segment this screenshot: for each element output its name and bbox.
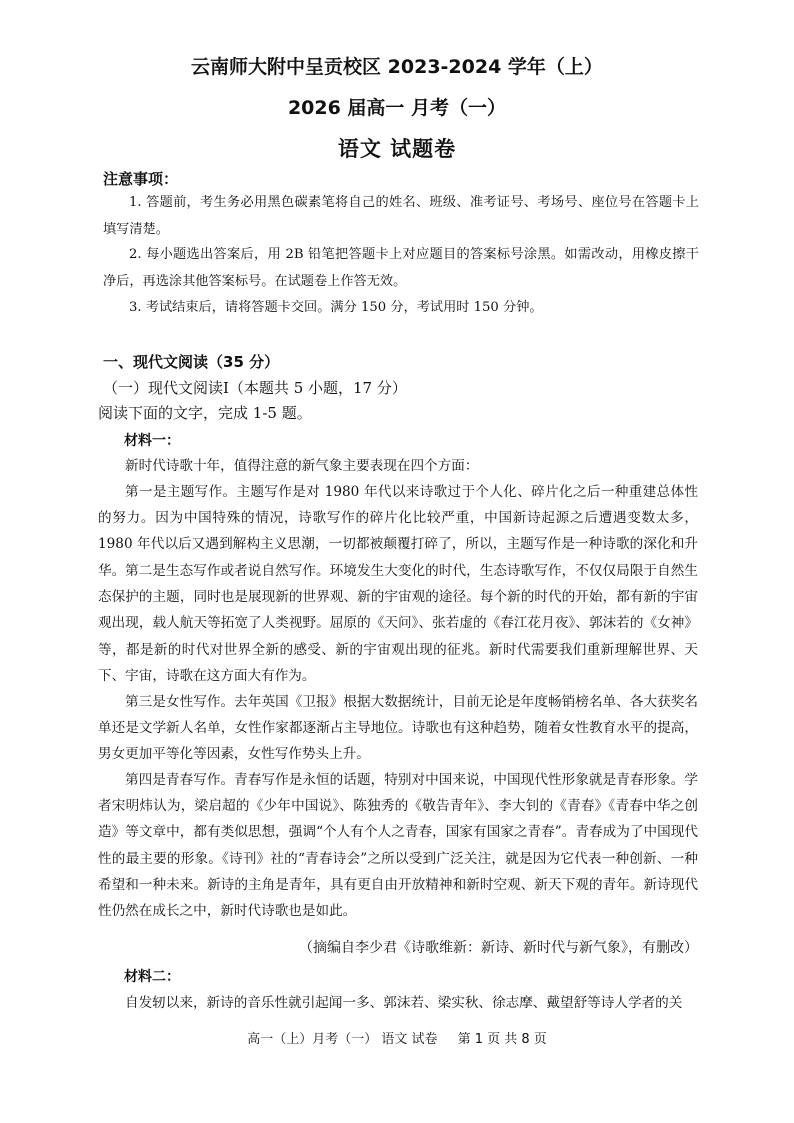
notice-item-3: 3. 考试结束后，请将答题卡交回。满分 150 分，考试用时 150 分钟。: [129, 300, 543, 315]
material-2-label: 材料二：: [124, 969, 180, 985]
paragraph: 第三是女性写作。去年英国《卫报》根据大数据统计，目前无论是年度畅销榜名单、各大获奖名单还是文学新人名单，女性作家都逐渐占主导地位。诗歌也有这种趋势，随着女性教育水平的提高，男女更加平等化等因素，女性写作势头上升。: [98, 694, 698, 763]
paragraph: 新时代诗歌十年，值得注意的新气象主要表现在四个方面：: [125, 458, 479, 474]
page-footer: [0, 1028, 794, 1047]
notice-item-1: 1. 答题前，考生务必用黑色碳素笔将自己的姓名、班级、准考证号、考场号、座位号在答题卡上填写清楚。: [103, 195, 699, 237]
reading-instruction: 阅读下面的文字，完成 1-5 题。: [98, 404, 312, 422]
paragraph: 自发轫以来，新诗的音乐性就引起闻一多、郭沫若、梁实秋、徐志摩、戴望舒等诗人学者的关: [125, 995, 683, 1011]
paragraph: 第一是主题写作。主题写作是对 1980 年代以来诗歌过于个人化、碎片化之后一种重建总体性的努力。因为中国特殊的情况，诗歌写作的碎片化比较严重，中国新诗起源之后遭遇变数太多，1980 年代以后又遇到解构主义思潮，一切都被颠覆打碎了，所以，主题写作是一种诗歌的深化和升华。: [98, 484, 698, 579]
paragraph: 第二是生态写作或者说自然写作。环境发生大变化的时代，生态诗歌写作，不仅仅局限于自然生态保护的主题，同时也是展现新的世界观、新的宇宙观的途径。每个新的时代的开始，都有新的宇宙观出现，载人航天等拓宽了人类视野。屈原的《天问》、张若虚的《春江花月夜》、郭沫若的《女神》等，都是新的时代对世界全新的感受、新的宇宙观出现的征兆。新时代需要我们重新理解世界、天下、宇宙，诗歌在这方面大有作为。: [98, 563, 698, 684]
exam-title: 2026 届高一 月考（一）: [287, 97, 507, 119]
section-heading: 一、现代文阅读（35 分）: [103, 353, 280, 371]
material-1-label: 材料一：: [124, 433, 180, 449]
subsection-heading: （一）现代文阅读Ⅰ（本题共 5 小题，17 分）: [103, 379, 407, 397]
school-title: 云南师大附中呈贡校区 2023-2024 学年（上）: [191, 56, 603, 78]
notice-item-2: 2. 每小题选出答案后，用 2B 铅笔把答题卡上对应题目的答案标号涂黑。如需改动，用橡皮擦干净后，再选涂其他答案标号。在试题卷上作答无效。: [103, 247, 699, 289]
footer-course: 高一（上）月考（一） 语文 试卷: [247, 1032, 438, 1047]
paper-title: 语文 试题卷: [337, 137, 457, 161]
source-citation: （摘编自李少君《诗歌维新：新诗、新时代与新气象》，有删改）: [299, 940, 698, 956]
notice-heading: 注意事项：: [103, 170, 179, 188]
footer-page-number: 第 1 页 共 8 页: [457, 1032, 547, 1047]
paragraph: 第四是青春写作。青春写作是永恒的话题，特别对中国来说，中国现代性形象就是青春形象。学者宋明炜认为，梁启超的《少年中国说》、陈独秀的《敬告青年》、李大钊的《青春》《青春中华之创造》等文章中，都有类似思想，强调“个人有个人之青春，国家有国家之青春”。青春成为了中国现代性的最主要的形象。《诗刊》社的“青春诗会”之所以受到广泛关注，就是因为它代表一种创新、一种希望和一种未来。新诗的主角是青年，具有更自由开放精神和新时空观、新天下观的青年。新诗现代性仍然在成长之中，新时代诗歌也是如此。: [98, 772, 698, 920]
